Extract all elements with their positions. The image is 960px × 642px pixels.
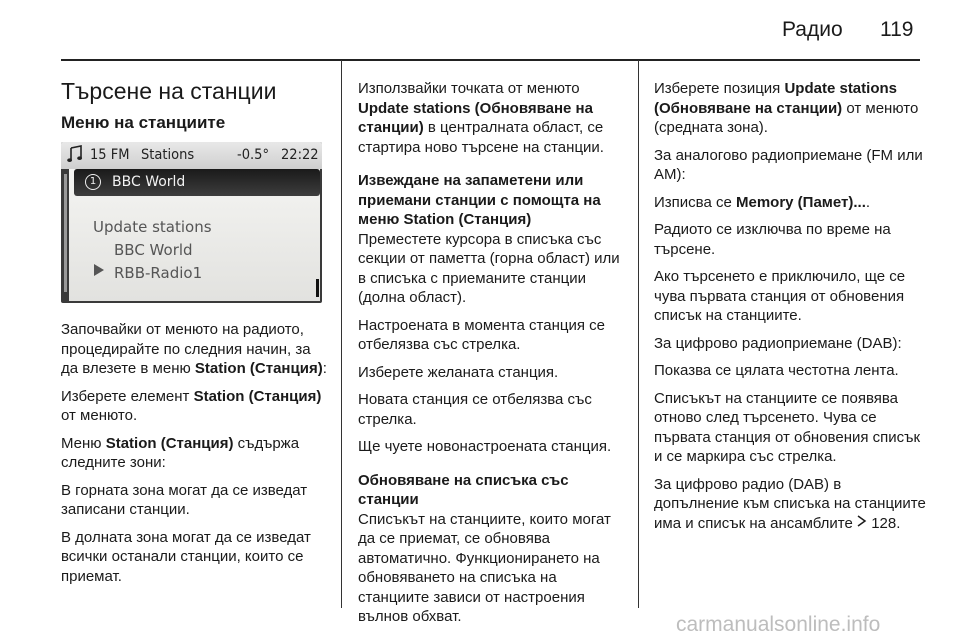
subheading: Извеждане на запаметени или приемани станции с помощта на меню Station (Станция) bbox=[358, 172, 601, 228]
preset-number-badge: 1 bbox=[85, 174, 101, 190]
paragraph: В горната зона могат да се изведат записани станции. bbox=[61, 481, 308, 518]
column-divider-2 bbox=[638, 60, 639, 608]
watermark: carmanualsonline.info bbox=[676, 613, 881, 636]
display-preset-band bbox=[74, 169, 320, 196]
paragraph: Използвайки точката от менюто Update stations (Обновяване на станции) в централната област, се стартира ново търсене на станции. bbox=[358, 80, 604, 156]
display-band: 15 FM bbox=[90, 147, 130, 163]
column-1-text bbox=[61, 320, 329, 594]
column-3-text bbox=[654, 79, 929, 542]
radio-display-screenshot bbox=[61, 142, 322, 303]
display-status-bar bbox=[61, 142, 322, 169]
paragraph: За цифрово радио (DAB) в допълнение към списъка на станциите има и списък на ансамблите 128. bbox=[654, 475, 929, 535]
subsection-heading: Меню на станциите bbox=[61, 113, 226, 132]
page-reference-link[interactable]: 128 bbox=[871, 514, 897, 532]
display-update-stations: Update stations bbox=[93, 218, 212, 236]
paragraph: В долната зона могат да се изведат всички останали станции, които се приемат. bbox=[61, 528, 311, 585]
paragraph: Показва се цялата честотна лента. bbox=[654, 362, 899, 379]
page-reference-icon bbox=[857, 515, 867, 535]
paragraph: Списъкът на станциите, които могат да се приемат, се обновява автоматично. Функционирането на обновяването на списъка на станциите зависи от настроения вълнов обхват. bbox=[358, 510, 611, 625]
paragraph: Изберете желаната станция. bbox=[358, 363, 559, 381]
paragraph: Започвайки от менюто на радиото, процедирайте по следния начин, за да влезете в меню Station (Станция): bbox=[61, 321, 327, 377]
subheading: Обновяване на списъка със станции bbox=[358, 471, 569, 508]
paragraph: Списъкът на станциите се появява отново след търсенето. Чува се първата станция от обновения списък и се маркира със стрелка. bbox=[654, 389, 921, 465]
paragraph: Радиото се изключва по време на търсене. bbox=[654, 221, 891, 258]
display-temperature: -0.5° bbox=[237, 147, 269, 163]
column-divider-1 bbox=[341, 60, 342, 608]
paragraph: Ще чуете новонастроената станция. bbox=[358, 438, 612, 455]
section-heading: Търсене на станции bbox=[61, 78, 277, 104]
music-note-icon bbox=[67, 145, 83, 167]
header-rule bbox=[61, 59, 920, 61]
display-time: 22:22 bbox=[281, 147, 319, 163]
display-side-bar bbox=[64, 174, 67, 292]
preset-station-name: BBC World bbox=[112, 174, 186, 190]
paragraph: Преместете курсора в списъка със секции от паметта (горна област) или в списъка с приеманите станции (долна област). bbox=[358, 230, 620, 306]
page-header-title: Радио bbox=[782, 18, 843, 41]
display-scrollbar bbox=[316, 279, 319, 297]
display-station-item-current: RBB-Radio1 bbox=[114, 264, 203, 282]
paragraph: Ако търсенето е приключило, ще се чува първата станция от обновения списък на станциите. bbox=[654, 268, 906, 324]
display-stations-label: Stations bbox=[141, 147, 195, 163]
paragraph: Новата станция се отбелязва със стрелка. bbox=[358, 391, 592, 428]
paragraph: За аналогово радиоприемане (FM или AM): bbox=[654, 146, 923, 183]
paragraph: Настроената в момента станция се отбелязва със стрелка. bbox=[358, 316, 605, 353]
paragraph: За цифрово радиоприемане (DAB): bbox=[654, 334, 902, 352]
triangle-right-icon bbox=[93, 263, 105, 281]
display-station-item: BBC World bbox=[114, 241, 193, 259]
page-number: 119 bbox=[880, 18, 914, 41]
paragraph: Изберете позиция Update stations (Обновяване на станции) от менюто (средната зона). bbox=[654, 80, 919, 136]
paragraph: Изберете елемент Station (Станция) от менюто. bbox=[61, 387, 322, 424]
column-2-text bbox=[358, 79, 626, 635]
paragraph: Меню Station (Станция) съдържа следните зони: bbox=[61, 434, 300, 471]
paragraph: Изписва се Memory (Памет).... bbox=[654, 193, 871, 211]
